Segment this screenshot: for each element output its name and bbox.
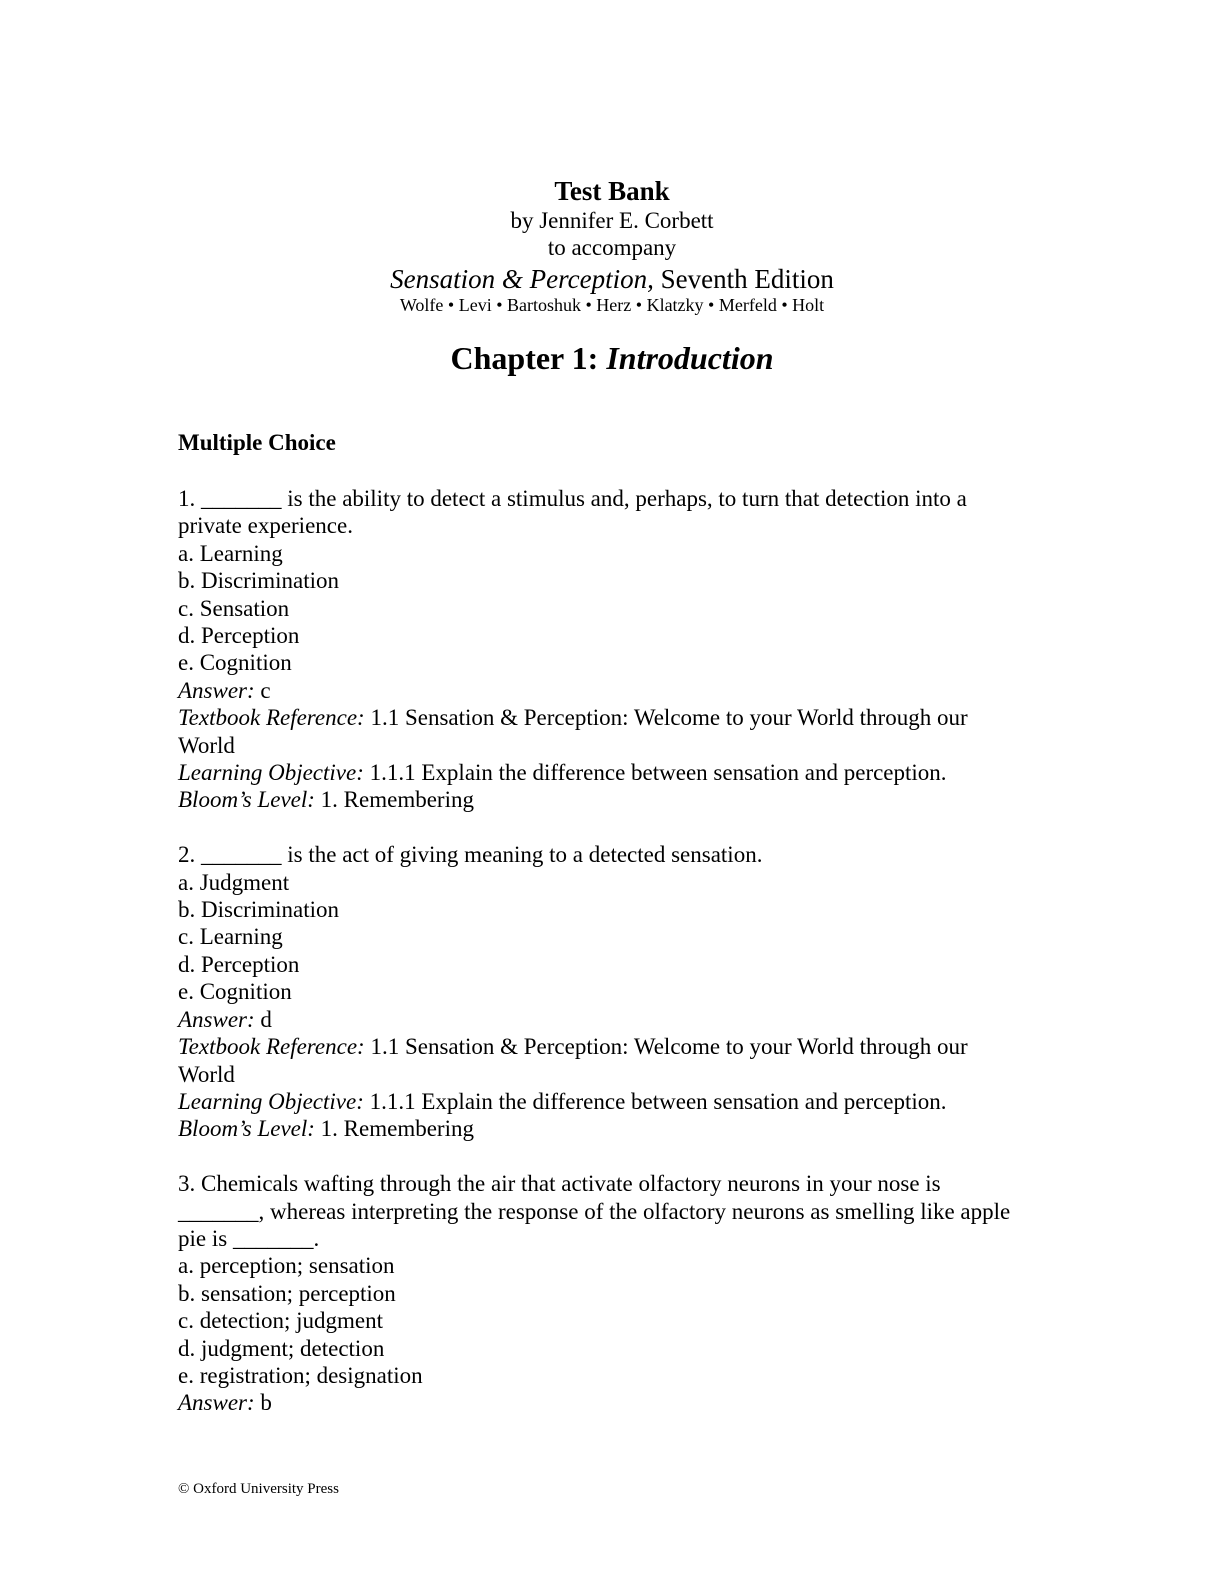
copyright-footer: © Oxford University Press bbox=[178, 1481, 339, 1497]
section-title: Multiple Choice bbox=[178, 430, 336, 455]
blooms-level-value: 1. Remembering bbox=[314, 787, 474, 813]
answer-line bbox=[178, 677, 1028, 704]
option-a: a. perception; sensation bbox=[178, 1253, 395, 1279]
chapter-prefix: Chapter 1: bbox=[450, 340, 607, 376]
answer-label: Answer: bbox=[178, 677, 255, 703]
learning-objective-line bbox=[178, 1088, 1028, 1115]
answer-value: d bbox=[254, 1006, 272, 1032]
textbook-reference-value: 1.1 Sensation & Perception: Welcome to your World through our World bbox=[178, 705, 968, 758]
option-b: b. Discrimination bbox=[178, 897, 339, 923]
question-list bbox=[178, 428, 1028, 1444]
question-stem: 1. _______ is the ability to detect a stimulus and, perhaps, to turn that detection into a private experience. bbox=[178, 486, 967, 539]
chapter-heading bbox=[0, 338, 1224, 378]
accompany-line: to accompany bbox=[547, 235, 677, 260]
blooms-level-label: Bloom’s Level: bbox=[178, 787, 315, 813]
learning-objective-value: 1.1.1 Explain the difference between sensation and perception. bbox=[363, 760, 947, 786]
blooms-level-line bbox=[178, 786, 1028, 813]
learning-objective-label: Learning Objective: bbox=[178, 760, 364, 786]
question-1 bbox=[178, 485, 1028, 814]
book-title: Sensation & Perception, bbox=[390, 264, 654, 294]
textbook-reference-label: Textbook Reference: bbox=[178, 705, 365, 731]
option-a: a. Learning bbox=[178, 540, 283, 566]
chapter-name: Introduction bbox=[606, 340, 774, 376]
option-d: d. judgment; detection bbox=[178, 1335, 385, 1361]
document-title: Test Bank bbox=[554, 176, 670, 206]
option-b: b. sensation; perception bbox=[178, 1280, 396, 1306]
answer-label: Answer: bbox=[178, 1390, 255, 1416]
option-c: c. detection; judgment bbox=[178, 1308, 384, 1334]
question-2 bbox=[178, 841, 1028, 1142]
option-a: a. Judgment bbox=[178, 869, 290, 895]
book-authors: Wolfe • Levi • Bartoshuk • Herz • Klatzky • Merfeld • Holt bbox=[399, 295, 825, 315]
learning-objective-line bbox=[178, 759, 1028, 786]
question-3 bbox=[178, 1170, 1028, 1417]
textbook-reference-line bbox=[178, 1033, 1028, 1088]
option-d: d. Perception bbox=[178, 951, 300, 977]
blooms-level-line bbox=[178, 1115, 1028, 1142]
option-e: e. Cognition bbox=[178, 979, 292, 1005]
learning-objective-value: 1.1.1 Explain the difference between sensation and perception. bbox=[363, 1088, 947, 1114]
option-e: e. registration; designation bbox=[178, 1362, 423, 1388]
answer-value: c bbox=[254, 677, 271, 703]
answer-label: Answer: bbox=[178, 1006, 255, 1032]
option-d: d. Perception bbox=[178, 623, 300, 649]
blooms-level-value: 1. Remembering bbox=[314, 1116, 474, 1142]
book-title-line bbox=[0, 262, 1224, 296]
option-e: e. Cognition bbox=[178, 650, 292, 676]
question-stem: 3. Chemicals wafting through the air that activate olfactory neurons in your nose is _______, whereas interpreting the response of the olfactory neurons as smelling like apple pie is _______. bbox=[178, 1171, 1011, 1251]
textbook-reference-line bbox=[178, 704, 1028, 759]
question-stem: 2. _______ is the act of giving meaning to a detected sensation. bbox=[178, 842, 763, 868]
learning-objective-label: Learning Objective: bbox=[178, 1088, 364, 1114]
author-line: by Jennifer E. Corbett bbox=[510, 208, 714, 233]
textbook-reference-value: 1.1 Sensation & Perception: Welcome to your World through our World bbox=[178, 1034, 968, 1087]
answer-line bbox=[178, 1006, 1028, 1033]
option-b: b. Discrimination bbox=[178, 568, 339, 594]
answer-line bbox=[178, 1389, 1028, 1416]
blooms-level-label: Bloom’s Level: bbox=[178, 1116, 315, 1142]
option-c: c. Learning bbox=[178, 924, 283, 950]
book-edition: Seventh Edition bbox=[653, 264, 834, 294]
answer-value: b bbox=[254, 1390, 272, 1416]
textbook-reference-label: Textbook Reference: bbox=[178, 1034, 365, 1060]
option-c: c. Sensation bbox=[178, 595, 290, 621]
